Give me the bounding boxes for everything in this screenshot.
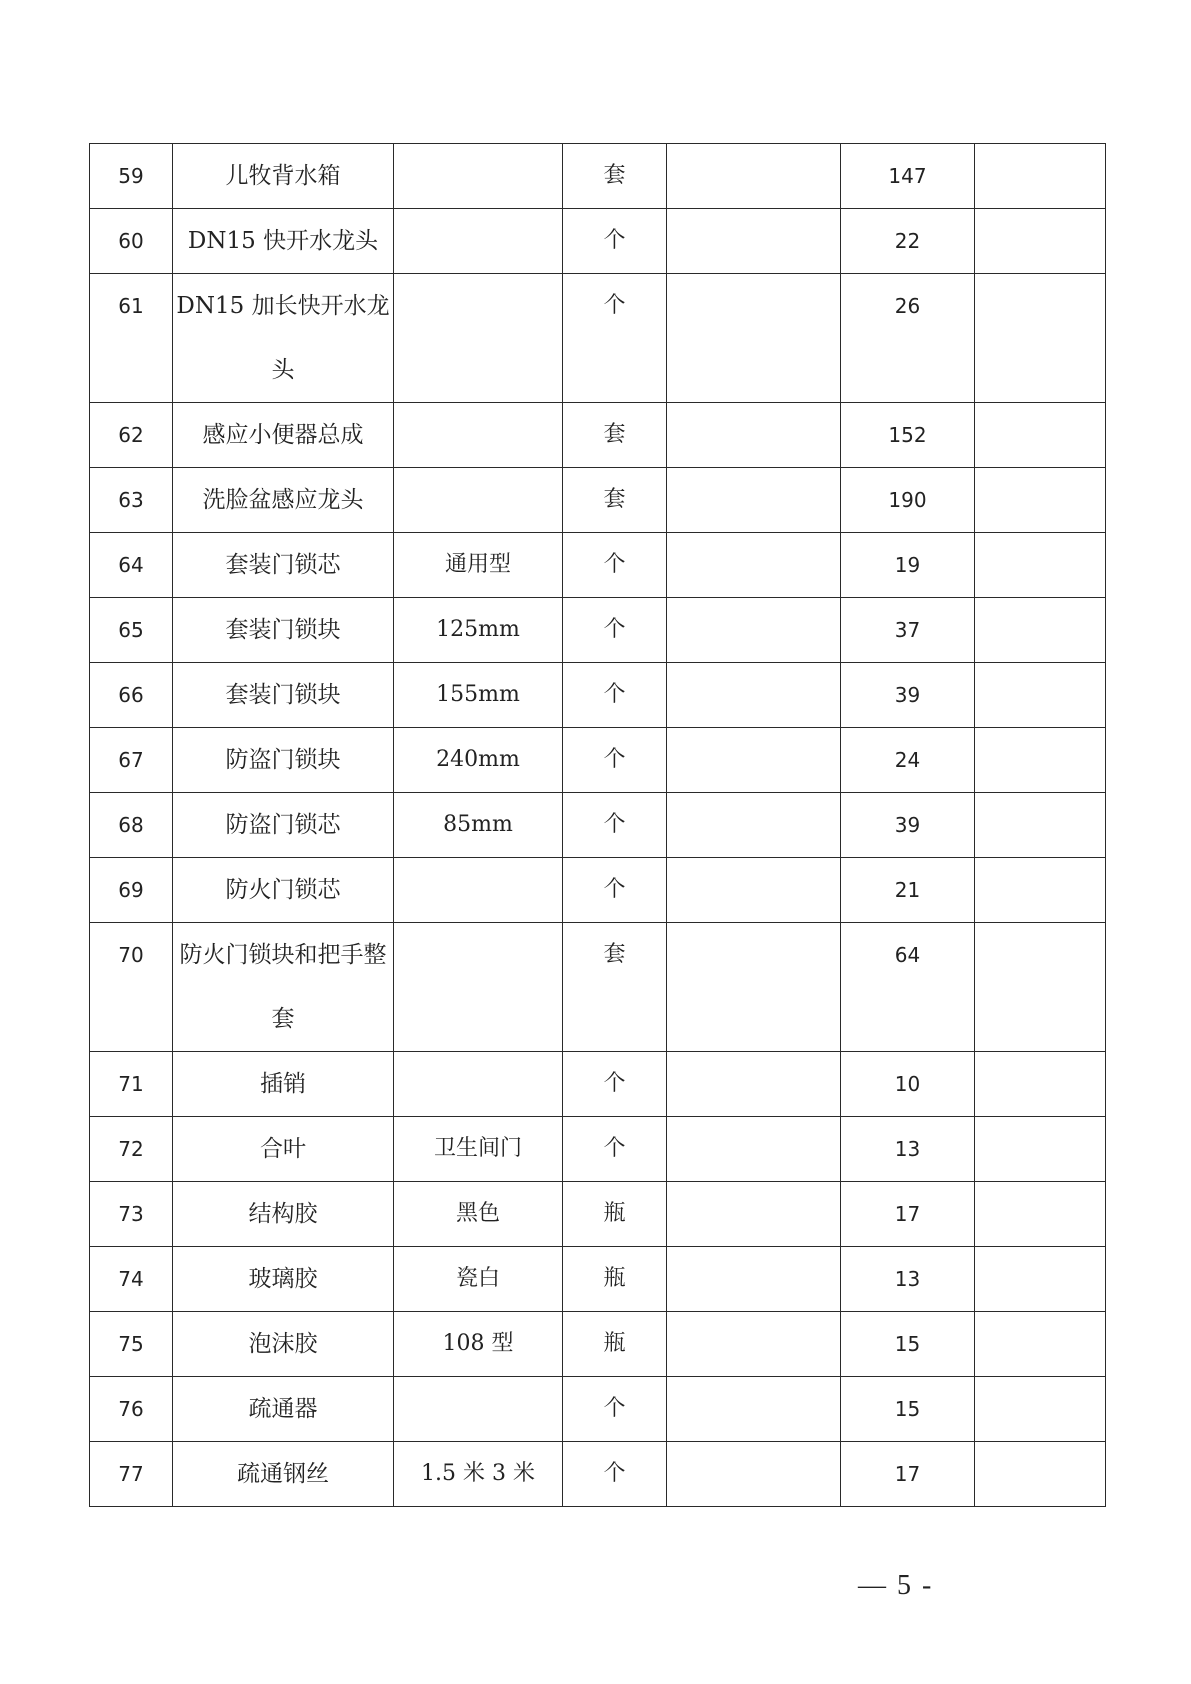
item-spec: 黑色: [394, 1182, 563, 1247]
item-price: [667, 209, 841, 274]
item-spec: [394, 923, 563, 1052]
item-price: [667, 663, 841, 728]
item-number: 77: [90, 1442, 173, 1507]
item-note: [975, 923, 1106, 1052]
item-quantity: 10: [841, 1052, 975, 1117]
item-price: [667, 923, 841, 1052]
item-quantity: 19: [841, 533, 975, 598]
item-name: 套装门锁块: [173, 663, 394, 728]
item-table-container: [89, 143, 1105, 1507]
item-spec: [394, 468, 563, 533]
item-note: [975, 1377, 1106, 1442]
item-number: 62: [90, 403, 173, 468]
item-price: [667, 858, 841, 923]
item-price: [667, 1247, 841, 1312]
table-row: [90, 728, 1106, 793]
item-number: 67: [90, 728, 173, 793]
table-body: [90, 144, 1106, 1507]
item-unit: 个: [563, 209, 667, 274]
item-name: 疏通钢丝: [173, 1442, 394, 1507]
item-name: 洗脸盆感应龙头: [173, 468, 394, 533]
item-table: [89, 143, 1106, 1507]
table-row: [90, 144, 1106, 209]
item-spec: [394, 1377, 563, 1442]
item-name: 防盗门锁块: [173, 728, 394, 793]
item-unit: 瓶: [563, 1312, 667, 1377]
table-row: [90, 1442, 1106, 1507]
item-unit: 个: [563, 533, 667, 598]
item-price: [667, 1377, 841, 1442]
item-note: [975, 533, 1106, 598]
item-unit: 个: [563, 1117, 667, 1182]
item-price: [667, 1442, 841, 1507]
item-quantity: 24: [841, 728, 975, 793]
item-spec: 卫生间门: [394, 1117, 563, 1182]
item-number: 74: [90, 1247, 173, 1312]
item-spec: 125mm: [394, 598, 563, 663]
item-note: [975, 1312, 1106, 1377]
item-name: 防盗门锁芯: [173, 793, 394, 858]
table-row: [90, 274, 1106, 403]
item-name: 防火门锁芯: [173, 858, 394, 923]
item-number: 64: [90, 533, 173, 598]
item-number: 68: [90, 793, 173, 858]
item-spec: [394, 274, 563, 403]
table-row: [90, 1247, 1106, 1312]
item-quantity: 152: [841, 403, 975, 468]
item-number: 76: [90, 1377, 173, 1442]
item-spec: [394, 1052, 563, 1117]
item-quantity: 15: [841, 1312, 975, 1377]
item-note: [975, 858, 1106, 923]
table-row: [90, 209, 1106, 274]
item-number: 65: [90, 598, 173, 663]
table-row: [90, 793, 1106, 858]
item-note: [975, 793, 1106, 858]
item-number: 60: [90, 209, 173, 274]
item-name: DN15 加长快开水龙头: [173, 274, 394, 403]
item-number: 75: [90, 1312, 173, 1377]
item-note: [975, 728, 1106, 793]
table-row: [90, 858, 1106, 923]
item-quantity: 39: [841, 793, 975, 858]
item-quantity: 21: [841, 858, 975, 923]
item-number: 71: [90, 1052, 173, 1117]
item-note: [975, 1182, 1106, 1247]
table-row: [90, 533, 1106, 598]
table-row: [90, 923, 1106, 1052]
item-number: 66: [90, 663, 173, 728]
item-note: [975, 1117, 1106, 1182]
item-price: [667, 144, 841, 209]
item-price: [667, 598, 841, 663]
item-unit: 个: [563, 728, 667, 793]
table-row: [90, 468, 1106, 533]
item-price: [667, 1312, 841, 1377]
item-price: [667, 274, 841, 403]
item-note: [975, 1247, 1106, 1312]
item-spec: 85mm: [394, 793, 563, 858]
item-quantity: 39: [841, 663, 975, 728]
item-unit: 个: [563, 1442, 667, 1507]
item-price: [667, 1182, 841, 1247]
table-row: [90, 1182, 1106, 1247]
item-unit: 套: [563, 468, 667, 533]
item-quantity: 147: [841, 144, 975, 209]
item-price: [667, 793, 841, 858]
item-name: 感应小便器总成: [173, 403, 394, 468]
item-spec: 通用型: [394, 533, 563, 598]
item-spec: 155mm: [394, 663, 563, 728]
item-price: [667, 1117, 841, 1182]
item-price: [667, 728, 841, 793]
item-name: 疏通器: [173, 1377, 394, 1442]
item-unit: 个: [563, 1052, 667, 1117]
item-quantity: 17: [841, 1442, 975, 1507]
item-number: 63: [90, 468, 173, 533]
item-note: [975, 598, 1106, 663]
item-name: DN15 快开水龙头: [173, 209, 394, 274]
item-quantity: 64: [841, 923, 975, 1052]
item-name: 泡沫胶: [173, 1312, 394, 1377]
item-spec: 240mm: [394, 728, 563, 793]
item-unit: 套: [563, 403, 667, 468]
item-number: 59: [90, 144, 173, 209]
page-number: — 5 -: [858, 1570, 934, 1601]
item-price: [667, 1052, 841, 1117]
item-quantity: 13: [841, 1247, 975, 1312]
table-row: [90, 1117, 1106, 1182]
table-row: [90, 598, 1106, 663]
item-spec: 瓷白: [394, 1247, 563, 1312]
item-number: 69: [90, 858, 173, 923]
item-unit: 套: [563, 144, 667, 209]
item-quantity: 22: [841, 209, 975, 274]
item-spec: 1.5 米 3 米: [394, 1442, 563, 1507]
item-unit: 个: [563, 1377, 667, 1442]
item-note: [975, 274, 1106, 403]
item-note: [975, 403, 1106, 468]
item-name: 合叶: [173, 1117, 394, 1182]
item-note: [975, 144, 1106, 209]
item-unit: 瓶: [563, 1247, 667, 1312]
item-name: 玻璃胶: [173, 1247, 394, 1312]
item-note: [975, 1442, 1106, 1507]
item-unit: 个: [563, 663, 667, 728]
item-unit: 个: [563, 858, 667, 923]
item-name: 插销: [173, 1052, 394, 1117]
item-note: [975, 209, 1106, 274]
item-quantity: 17: [841, 1182, 975, 1247]
item-quantity: 37: [841, 598, 975, 663]
item-quantity: 190: [841, 468, 975, 533]
item-spec: [394, 403, 563, 468]
item-quantity: 15: [841, 1377, 975, 1442]
table-row: [90, 403, 1106, 468]
item-unit: 瓶: [563, 1182, 667, 1247]
item-number: 72: [90, 1117, 173, 1182]
item-note: [975, 663, 1106, 728]
item-number: 70: [90, 923, 173, 1052]
item-name: 结构胶: [173, 1182, 394, 1247]
item-quantity: 13: [841, 1117, 975, 1182]
item-unit: 套: [563, 923, 667, 1052]
item-spec: 108 型: [394, 1312, 563, 1377]
item-unit: 个: [563, 598, 667, 663]
item-number: 61: [90, 274, 173, 403]
item-note: [975, 1052, 1106, 1117]
item-name: 儿牧背水箱: [173, 144, 394, 209]
item-note: [975, 468, 1106, 533]
item-price: [667, 533, 841, 598]
item-unit: 个: [563, 274, 667, 403]
table-row: [90, 1052, 1106, 1117]
table-row: [90, 663, 1106, 728]
item-number: 73: [90, 1182, 173, 1247]
item-spec: [394, 144, 563, 209]
item-price: [667, 468, 841, 533]
table-row: [90, 1377, 1106, 1442]
item-name: 套装门锁块: [173, 598, 394, 663]
item-price: [667, 403, 841, 468]
item-spec: [394, 858, 563, 923]
table-row: [90, 1312, 1106, 1377]
item-quantity: 26: [841, 274, 975, 403]
item-name: 套装门锁芯: [173, 533, 394, 598]
item-name: 防火门锁块和把手整套: [173, 923, 394, 1052]
item-spec: [394, 209, 563, 274]
item-unit: 个: [563, 793, 667, 858]
